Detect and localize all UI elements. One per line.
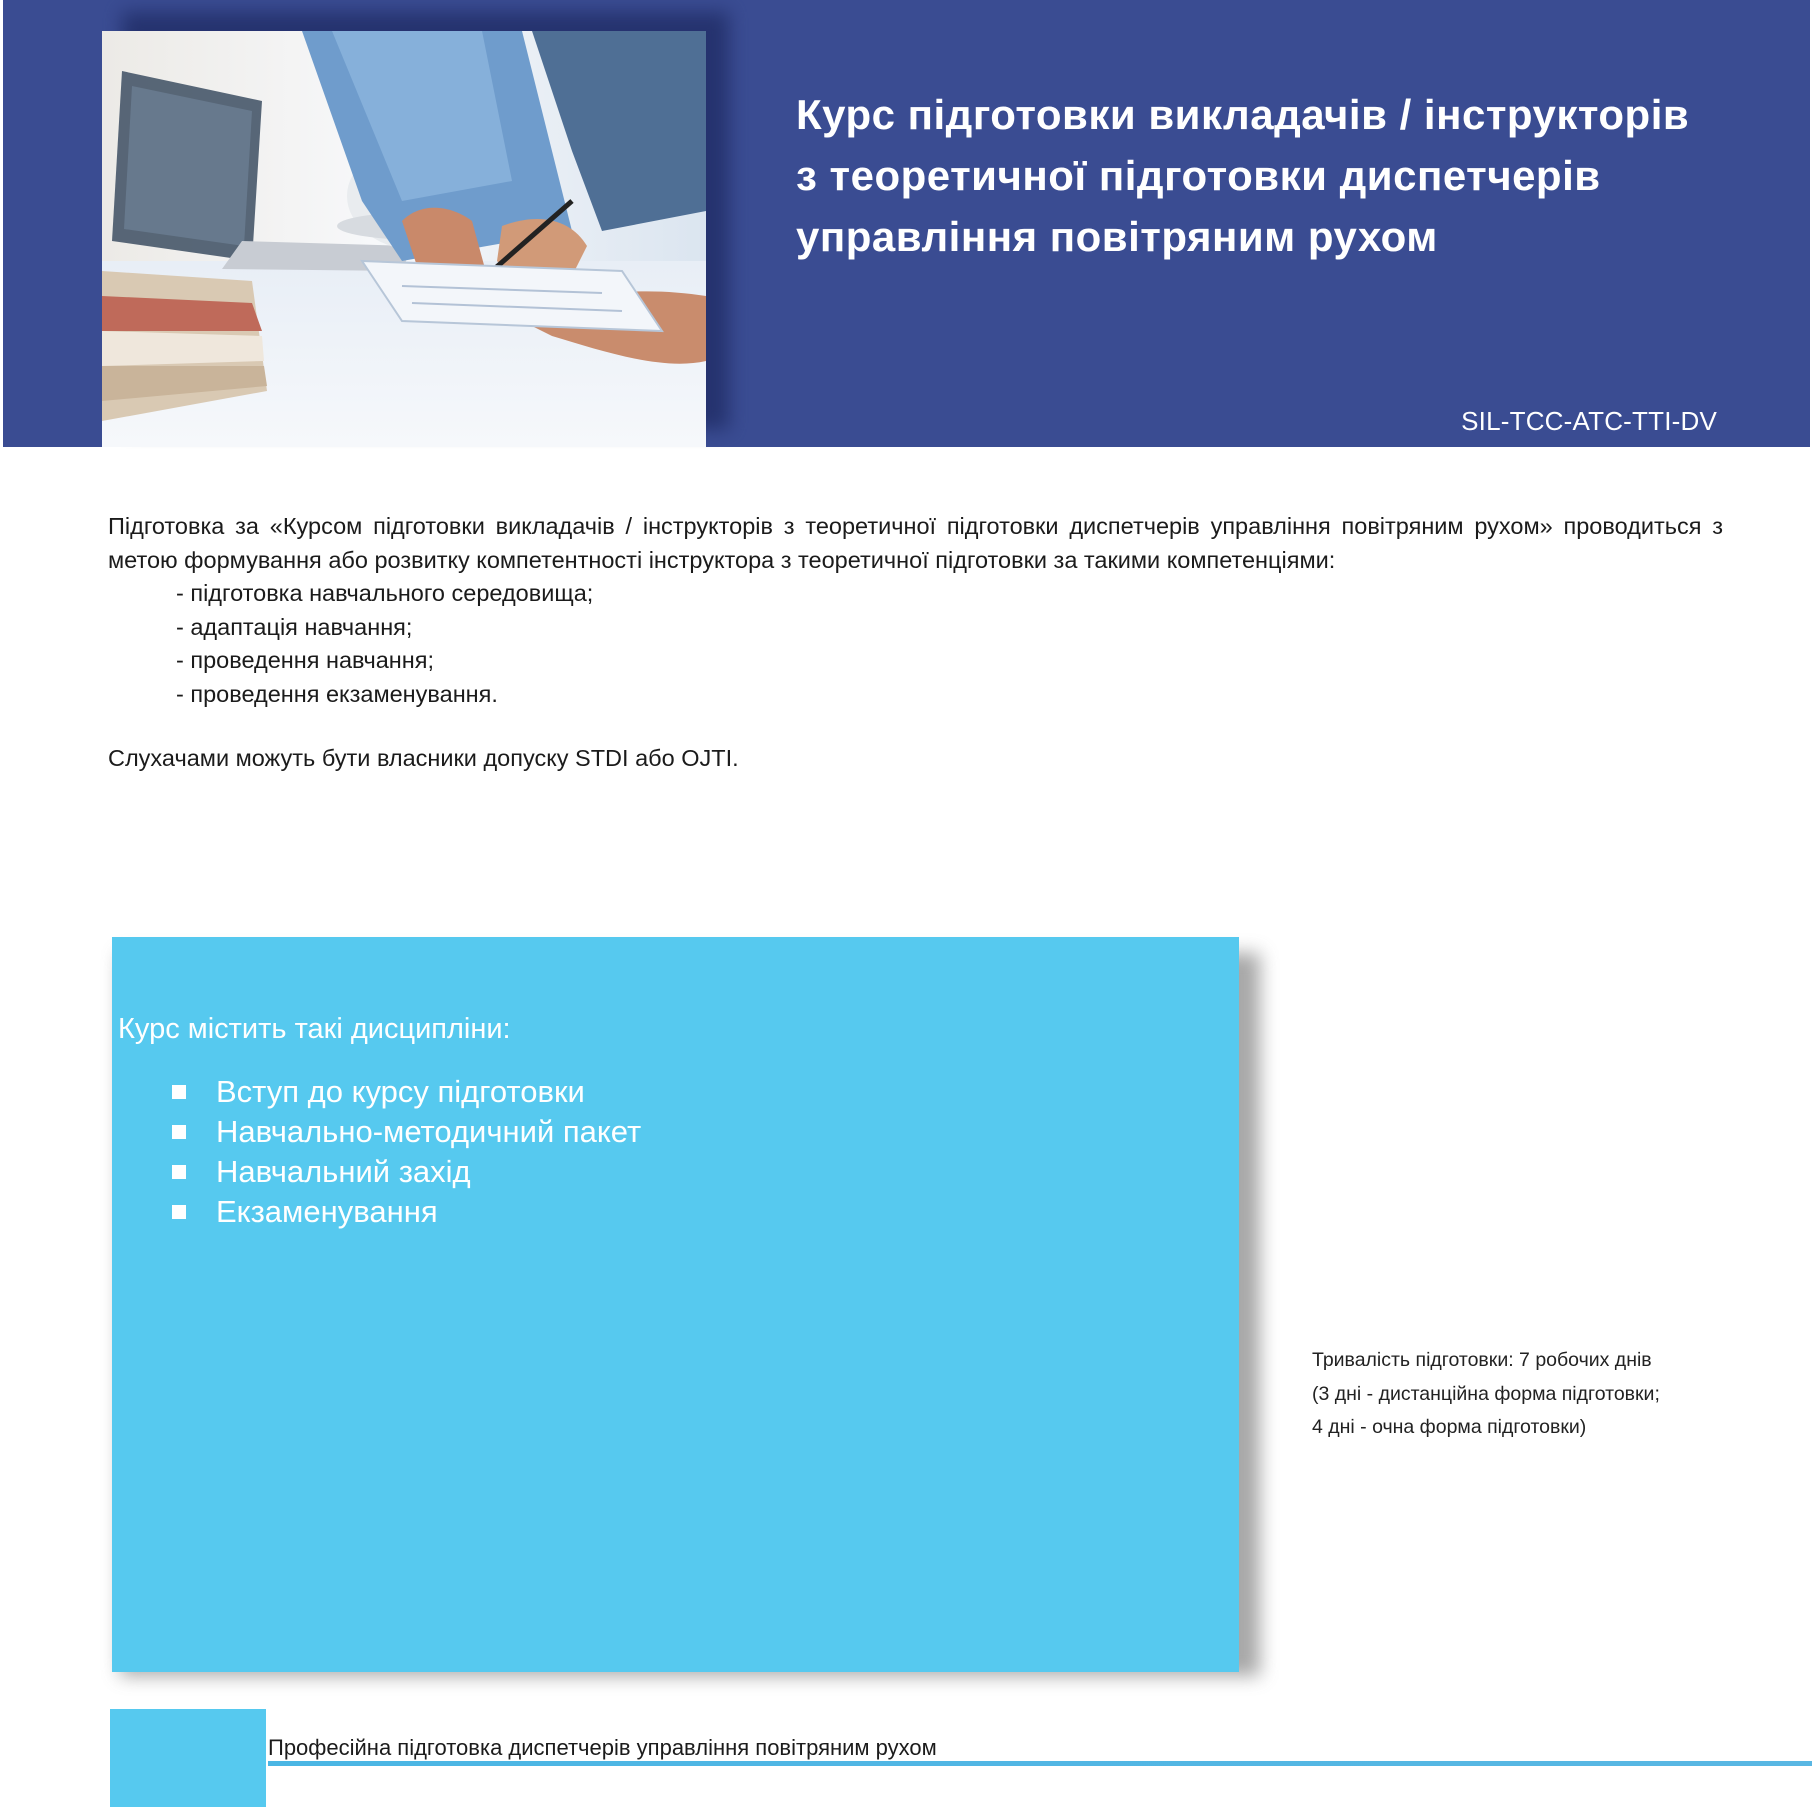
square-bullet-icon [172, 1125, 186, 1139]
disciplines-list [172, 1072, 641, 1232]
title-line-2: з теоретичної підготовки диспетчерів [796, 152, 1601, 199]
discipline-item [172, 1112, 641, 1152]
discipline-label: Екзаменування [216, 1194, 438, 1229]
discipline-label: Навчально-методичний пакет [216, 1114, 642, 1149]
competency-item: - проведення навчання; [176, 644, 593, 678]
square-bullet-icon [172, 1085, 186, 1099]
duration-line-2: (3 дні - дистанційна форма підготовки; [1312, 1382, 1660, 1405]
square-bullet-icon [172, 1205, 186, 1219]
discipline-item [172, 1072, 641, 1112]
duration-line-3: 4 дні - очна форма підготовки) [1312, 1416, 1587, 1438]
disciplines-heading: Курс містить такі дисципліни: [118, 1013, 511, 1045]
competency-item: - підготовка навчального середовища; [176, 577, 593, 611]
discipline-label: Навчальний захід [216, 1154, 471, 1189]
discipline-item [172, 1152, 641, 1192]
footer-line [268, 1761, 1812, 1766]
competencies-list [176, 577, 593, 711]
discipline-item [172, 1192, 641, 1232]
intro-paragraph: Підготовка за «Курсом підготовки викладачів / інструкторів з теоретичної підготовки диспетчерів управління повітряним рухом» проводиться з метою формування або розвитку компетентності інструктора з теоретичної підготовки за такими компетенціями: [108, 513, 1723, 573]
title-line-3: управління повітряним рухом [796, 213, 1438, 260]
footer-text: Професійна підготовка диспетчерів управління повітряним рухом [268, 1735, 937, 1760]
disciplines-box [112, 937, 1239, 1672]
title-line-1: Курс підготовки викладачів / інструкторів [796, 91, 1690, 138]
footer-square [110, 1709, 266, 1807]
header-photo [102, 31, 706, 447]
course-code: SIL-TCC-ATC-TTI-DV [1461, 406, 1717, 436]
competency-item: - адаптація навчання; [176, 611, 593, 645]
square-bullet-icon [172, 1165, 186, 1179]
page-title [796, 84, 1722, 267]
duration-info [1312, 1344, 1660, 1445]
listeners-text: Слухачами можуть бути власники допуску STDI або OJTI. [108, 745, 739, 771]
duration-line-1: Тривалість підготовки: 7 робочих днів [1312, 1349, 1652, 1371]
competency-item: - проведення екзаменування. [176, 678, 593, 712]
discipline-label: Вступ до курсу підготовки [216, 1074, 585, 1109]
